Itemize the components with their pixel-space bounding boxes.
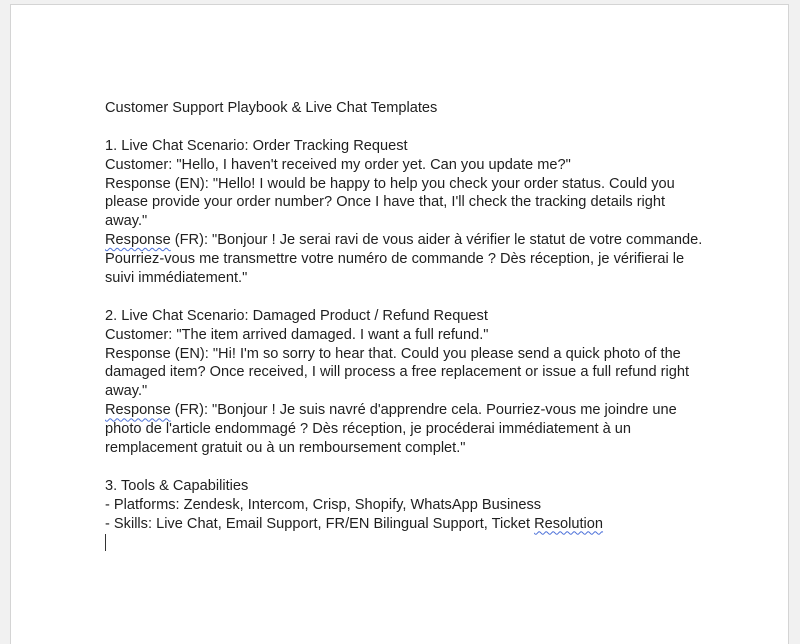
section1-response-en-line1: Response (EN): "Hello! I would be happy to help you check your order status. Could you: [105, 175, 675, 192]
document-body[interactable]: [105, 99, 725, 552]
section3-skills-text: - Skills: Live Chat, Email Support, FR/EN Bilingual Support, Ticket: [105, 515, 535, 532]
section2-response-en-line3: away.": [105, 383, 148, 400]
section3-heading: 3. Tools & Capabilities: [105, 477, 249, 494]
section3-platforms: - Platforms: Zendesk, Intercom, Crisp, Shopify, WhatsApp Business: [105, 496, 542, 513]
section2-response-fr-line2: photo de l'article endommagé ? Dès réception, je procéderai immédiatement à un: [105, 421, 632, 438]
blank-line: [105, 288, 725, 307]
section1-response-fr-text: (FR): "Bonjour ! Je serai ravi de vous aider à vérifier le statut de votre commande.: [170, 232, 703, 249]
section3-skills: [105, 515, 725, 534]
section1-response-fr-line3: suivi immédiatement.": [105, 270, 248, 287]
section2-heading: 2. Live Chat Scenario: Damaged Product / Refund Request: [105, 307, 488, 324]
spellcheck-underlined-word[interactable]: Response: [105, 402, 171, 419]
section1-customer: Customer: "Hello, I haven't received my order yet. Can you update me?": [105, 156, 571, 173]
section2-customer: Customer: "The item arrived damaged. I want a full refund.": [105, 326, 489, 343]
text-cursor: [105, 534, 106, 551]
section2-response-en-line2: damaged item? Once received, I will process a free replacement or issue a full refund right: [105, 364, 690, 381]
section2-response-fr-line3: remplacement gratuit ou à un remboursement complet.": [105, 440, 466, 457]
document-title: Customer Support Playbook & Live Chat Templates: [105, 100, 438, 116]
section2-response-en-line1: Response (EN): "Hi! I'm so sorry to hear that. Could you please send a quick photo of the: [105, 345, 681, 362]
section2-response-fr-text: (FR): "Bonjour ! Je suis navré d'apprendre cela. Pourriez-vous me joindre une: [170, 402, 677, 419]
section1-response-en-line2: please provide your order number? Once I have that, I'll check the tracking details right: [105, 194, 666, 211]
section2-response-fr-line1: [105, 401, 725, 420]
section1-response-fr-line1: [105, 231, 725, 250]
section1-heading: 1. Live Chat Scenario: Order Tracking Request: [105, 137, 408, 154]
blank-line: [105, 118, 725, 137]
spellcheck-underlined-word[interactable]: Resolution: [534, 515, 604, 532]
section1-response-en-line3: away.": [105, 213, 148, 230]
cursor-line[interactable]: [105, 533, 725, 552]
spellcheck-underlined-word[interactable]: Response: [105, 232, 171, 249]
section1-response-fr-line2: Pourriez-vous me transmettre votre numéro de commande ? Dès réception, je vérifierai le: [105, 251, 685, 268]
blank-line: [105, 458, 725, 477]
document-page[interactable]: [10, 4, 789, 644]
